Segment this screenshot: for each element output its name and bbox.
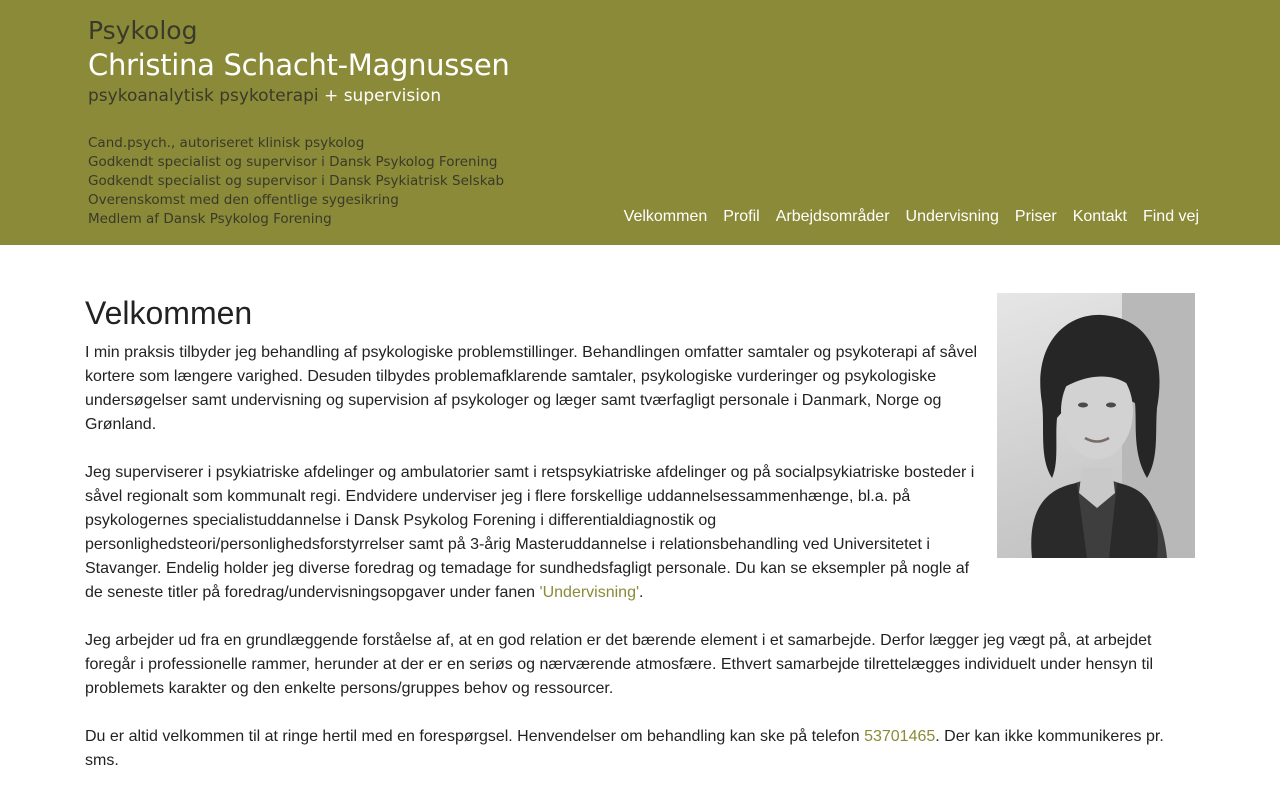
supervision-text: Jeg superviserer i psykiatriske afdelinger og ambulatorier samt i retspsykiatriske afdelinger og på socialpsykiatriske bosteder i såvel regionalt som kommunalt regi. Endvidere underviser jeg i flere forskellige uddannelsessammenhænge, bl.a. på psykologernes specialistuddannelse i Dansk Psykolog Forening i differentialdiagnostik og personlighedsteori/personlighedsforstyrrelser samt på 3-årig Masteruddannelse i relationsbehandling ved Universitetet i Stavanger. Endelig holder jeg diverse foredrag og temadage for sundhedsfagligt personale. Du kan se eksempler på nogle af de seneste titler på foredrag/undervisningsopgaver under fanen xyxy=(85,464,975,601)
nav-undervisning[interactable]: Undervisning xyxy=(905,208,999,225)
portrait-photo xyxy=(997,293,1195,558)
main-content xyxy=(85,293,1195,797)
nav-arbejdsomraader[interactable]: Arbejdsområder xyxy=(775,208,890,225)
supervision-paragraph xyxy=(85,461,980,605)
contact-end: . Der kan ikke kommunikeres pr. sms. xyxy=(85,728,1164,769)
undervisning-link[interactable]: 'Undervisning' xyxy=(539,584,640,601)
phone-link[interactable]: 53701465 xyxy=(864,728,936,745)
credential-item: Godkendt specialist og supervisor i Dansk Psykolog Forening xyxy=(88,154,498,170)
nav-priser[interactable]: Priser xyxy=(1014,208,1057,225)
logo-title-line: Psykolog xyxy=(88,16,198,45)
main-nav xyxy=(624,207,1199,227)
approach-paragraph: Jeg arbejder ud fra en grundlæggende forståelse af, at en god relation er det bærende element i et samarbejde. Derfor lægger jeg vægt på, at arbejdet foregår i professionelle rammer, herunder at der er en seriøs og nærværende atmosfære. Ethvert samarbejde tilrettelægges individuelt under hensyn til problemets karakter og den enkelte persons/gruppes behov og ressourcer. xyxy=(85,632,1154,697)
logo-subtitle-supervision: + supervision xyxy=(324,86,442,106)
site-header xyxy=(0,0,1280,245)
portrait-illustration xyxy=(997,293,1195,558)
nav-find-vej[interactable]: Find vej xyxy=(1142,208,1199,225)
credential-item: Overenskomst med den offentlige sygesikring xyxy=(88,192,399,208)
credential-item: Godkendt specialist og supervisor i Dansk Psykiatrisk Selskab xyxy=(88,173,505,189)
logo-name-line: Christina Schacht-Magnussen xyxy=(88,48,510,82)
credential-item: Cand.psych., autoriseret klinisk psykolog xyxy=(88,135,365,151)
supervision-end: . xyxy=(639,584,644,601)
logo-subtitle-line xyxy=(88,82,509,110)
site-logo[interactable] xyxy=(88,14,509,110)
page-title: Velkommen xyxy=(85,295,253,331)
nav-kontakt[interactable]: Kontakt xyxy=(1072,208,1127,225)
credentials-list xyxy=(88,134,504,229)
nav-profil[interactable]: Profil xyxy=(723,208,760,225)
contact-paragraph xyxy=(85,725,1195,773)
credential-item: Medlem af Dansk Psykolog Forening xyxy=(88,211,332,227)
intro-paragraph: I min praksis tilbyder jeg behandling af psykologiske problemstillinger. Behandlingen omfatter samtaler og psykoterapi af såvel kortere som længere varighed. Desuden tilbydes problemafklarende samtaler, psykologiske vurderinger og psykologiske undersøgelser samt undervisning og supervision af psykologer og læger samt tværfagligt personale i Danmark, Norge og Grønland. xyxy=(85,344,978,433)
contact-text: Du er altid velkommen til at ringe hertil med en forespørgsel. Henvendelser om behandling kan ske på telefon xyxy=(85,728,865,745)
logo-subtitle-therapy: psykoanalytisk psykoterapi xyxy=(88,86,319,106)
nav-velkommen[interactable]: Velkommen xyxy=(623,208,708,225)
